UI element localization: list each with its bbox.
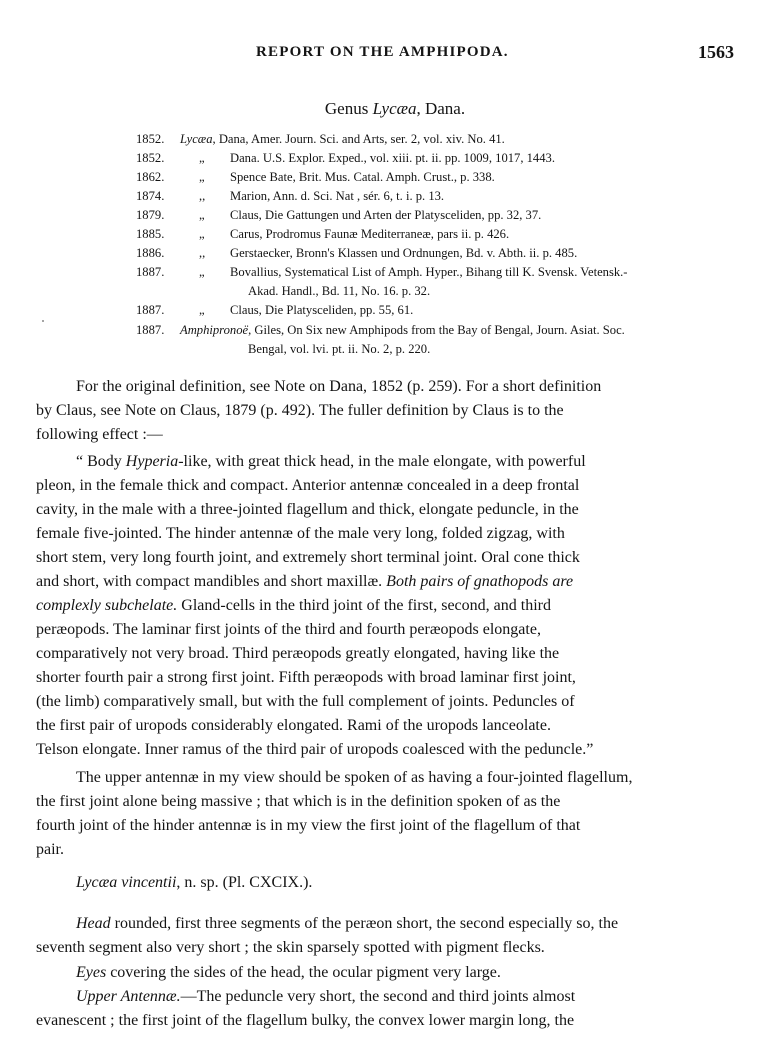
text-run: -like, with great thick head, in the male elongate, with powerful bbox=[178, 453, 586, 470]
text-line: pleon, in the female thick and compact. Anterior antennæ concealed in a deep frontal bbox=[36, 477, 580, 494]
emphasis-text: complexly subchelate. bbox=[36, 597, 178, 614]
description-label-head: Head bbox=[76, 915, 111, 932]
synonymy-year: 1862. bbox=[136, 170, 165, 184]
text-line: The upper antennæ in my view should be spoken of as having a four-jointed flagellum, bbox=[76, 769, 633, 786]
ditto-mark: „ bbox=[199, 265, 205, 279]
description-label-upper-antennae: Upper Antennæ. bbox=[76, 988, 181, 1005]
text-run: Gland-cells in the third joint of the first, second, and third bbox=[177, 597, 551, 614]
text-line bbox=[76, 964, 501, 982]
synonymy-year: 1887. bbox=[136, 265, 165, 279]
synonymy-genus-name: Amphipronoë bbox=[180, 323, 249, 337]
species-name: Lycæa vincentii bbox=[76, 874, 177, 891]
synonymy-year: 1887. bbox=[136, 323, 165, 337]
print-speck bbox=[42, 320, 44, 322]
synonymy-reference: , Dana, Amer. Journ. Sci. and Arts, ser. 2, vol. xiv. No. 41. bbox=[212, 132, 505, 146]
text-line: short stem, very long fourth joint, and extremely short terminal joint. Oral cone thick bbox=[36, 549, 580, 566]
text-line: evanescent ; the first joint of the flagellum bulky, the convex lower margin long, the bbox=[36, 1012, 575, 1029]
genus-name: Lycæa bbox=[372, 99, 417, 118]
text-run: covering the sides of the head, the ocular pigment very large. bbox=[106, 964, 501, 981]
text-run: “ Body bbox=[76, 453, 126, 470]
page-number: 1563 bbox=[698, 42, 734, 62]
ditto-mark: „ bbox=[199, 227, 205, 241]
text-line: comparatively not very broad. Third peræopods greatly elongated, having like the bbox=[36, 645, 560, 662]
text-line: female five-jointed. The hinder antennæ of the male very long, folded zigzag, with bbox=[36, 525, 565, 542]
text-run: rounded, first three segments of the peræon short, the second especially so, the bbox=[110, 915, 619, 932]
synonymy-reference: Gerstaecker, Bronn's Klassen und Ordnungen, Bd. v. Abth. ii. p. 485. bbox=[230, 246, 578, 260]
synonymy-text bbox=[180, 132, 710, 147]
text-line bbox=[76, 988, 575, 1006]
text-line: the first joint alone being massive ; that which is in the definition spoken of as the bbox=[36, 793, 561, 810]
text-line: cavity, in the male with a three-jointed flagellum and thick, elongate peduncle, in the bbox=[36, 501, 579, 518]
synonymy-reference-continued: Akad. Handl., Bd. 11, No. 16. p. 32. bbox=[248, 284, 431, 298]
ditto-mark: „ bbox=[199, 170, 205, 184]
synonymy-reference: Dana. U.S. Explor. Exped., vol. xiii. pt. ii. pp. 1009, 1017, 1443. bbox=[230, 151, 555, 165]
emphasis-text: Both pairs of gnathopods are bbox=[386, 573, 574, 590]
text-line bbox=[76, 453, 586, 471]
text-line: shorter fourth pair a strong first joint. Fifth peræopods with broad laminar first joint, bbox=[36, 669, 576, 686]
ditto-mark: „ bbox=[199, 303, 205, 317]
synonymy-year: 1879. bbox=[136, 208, 165, 222]
species-note: , n. sp. (Pl. CXCIX.). bbox=[176, 874, 313, 891]
synonymy-year: 1874. bbox=[136, 189, 165, 203]
ditto-mark: „ bbox=[199, 151, 205, 165]
synonymy-reference-continued: Bengal, vol. lvi. pt. ii. No. 2, p. 220. bbox=[248, 342, 431, 356]
text-line: For the original definition, see Note on Dana, 1852 (p. 259). For a short definition bbox=[76, 378, 602, 395]
synonymy-genus-name: Lycæa bbox=[180, 132, 213, 146]
genus-name-italic: Hyperia bbox=[125, 453, 179, 470]
synonymy-year: 1852. bbox=[136, 132, 165, 146]
running-title: REPORT ON THE AMPHIPODA. bbox=[256, 44, 509, 60]
genus-suffix: , Dana. bbox=[416, 99, 466, 118]
synonymy-reference: Bovallius, Systematical List of Amph. Hyper., Bihang till K. Svensk. Vetensk.- bbox=[230, 265, 628, 279]
synonymy-reference: Carus, Prodromus Faunæ Mediterraneæ, pars ii. p. 426. bbox=[230, 227, 510, 241]
text-line: pair. bbox=[36, 841, 64, 858]
text-line: Telson elongate. Inner ramus of the third pair of uropods coalesced with the peduncle.” bbox=[36, 741, 594, 758]
text-line: fourth joint of the hinder antennæ is in my view the first joint of the flagellum of that bbox=[36, 817, 581, 834]
genus-heading bbox=[0, 99, 776, 119]
synonymy-year: 1885. bbox=[136, 227, 165, 241]
synonymy-reference: Spence Bate, Brit. Mus. Catal. Amph. Crust., p. 338. bbox=[230, 170, 495, 184]
text-line bbox=[36, 597, 551, 615]
text-run: and short, with compact mandibles and short maxillæ. bbox=[36, 573, 387, 590]
text-line: the first pair of uropods considerably elongated. Rami of the uropods lanceolate. bbox=[36, 717, 551, 734]
synonymy-reference: Marion, Ann. d. Sci. Nat , sér. 6, t. i. p. 13. bbox=[230, 189, 445, 203]
text-line: seventh segment also very short ; the skin sparsely spotted with pigment flecks. bbox=[36, 939, 545, 956]
ditto-mark: ,, bbox=[199, 246, 206, 260]
species-heading bbox=[76, 874, 312, 892]
ditto-mark: ,, bbox=[199, 189, 206, 203]
synonymy-reference: , Giles, On Six new Amphipods from the Bay of Bengal, Journ. Asiat. Soc. bbox=[248, 323, 625, 337]
genus-prefix: Genus bbox=[324, 99, 373, 118]
description-label-eyes: Eyes bbox=[76, 964, 107, 981]
text-line: peræopods. The laminar first joints of the third and fourth peræopods elongate, bbox=[36, 621, 541, 638]
synonymy-reference: Claus, Die Gattungen und Arten der Platysceliden, pp. 32, 37. bbox=[230, 208, 542, 222]
synonymy-year: 1886. bbox=[136, 246, 165, 260]
running-head bbox=[0, 42, 776, 66]
text-line: by Claus, see Note on Claus, 1879 (p. 492). The fuller definition by Claus is to the bbox=[36, 402, 564, 419]
text-line: following effect :— bbox=[36, 426, 163, 443]
synonymy-text bbox=[180, 323, 710, 338]
ditto-mark: „ bbox=[199, 208, 205, 222]
text-line bbox=[36, 573, 573, 591]
text-run: —The peduncle very short, the second and third joints almost bbox=[180, 988, 576, 1005]
synonymy-year: 1887. bbox=[136, 303, 165, 317]
text-line bbox=[76, 915, 618, 933]
synonymy-year: 1852. bbox=[136, 151, 165, 165]
text-line: (the limb) comparatively small, but with the full complement of joints. Peduncles of bbox=[36, 693, 575, 710]
synonymy-reference: Claus, Die Platysceliden, pp. 55, 61. bbox=[230, 303, 414, 317]
